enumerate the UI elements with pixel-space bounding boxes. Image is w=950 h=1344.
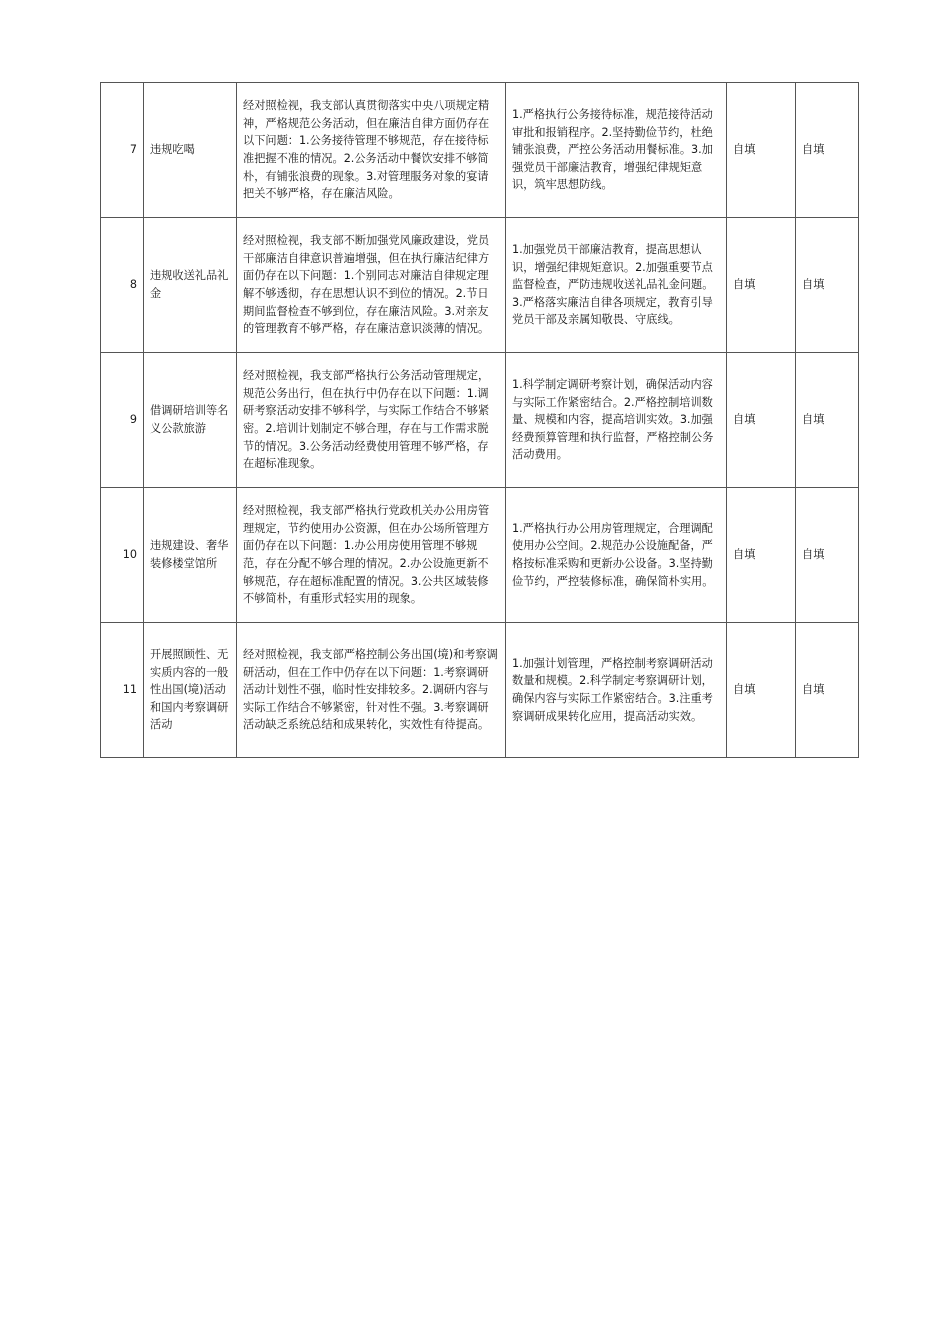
row-number: 9 xyxy=(101,353,144,488)
table-row xyxy=(101,623,859,758)
deadline: 自填 xyxy=(796,353,859,488)
responsible-person: 自填 xyxy=(727,488,796,623)
issue-item: 借调研培训等名义公款旅游 xyxy=(144,353,237,488)
table-row xyxy=(101,218,859,353)
row-number: 10 xyxy=(101,488,144,623)
deadline: 自填 xyxy=(796,83,859,218)
rectification-measures: 1.科学制定调研考察计划，确保活动内容与实际工作紧密结合。2.严格控制培训数量、规模和内容，提高培训实效。3.加强经费预算管理和执行监督，严格控制公务活动费用。 xyxy=(506,353,727,488)
problem-description: 经对照检视，我支部严格执行公务活动管理规定，规范公务出行，但在执行中仍存在以下问题：1.调研考察活动安排不够科学，与实际工作结合不够紧密。2.培训计划制定不够合理，存在与工作需求脱节的情况。3.公务活动经费使用管理不够严格，存在超标准现象。 xyxy=(237,353,506,488)
table-row xyxy=(101,83,859,218)
deadline: 自填 xyxy=(796,488,859,623)
responsible-person: 自填 xyxy=(727,218,796,353)
issue-item: 违规吃喝 xyxy=(144,83,237,218)
row-number: 11 xyxy=(101,623,144,758)
responsible-person: 自填 xyxy=(727,623,796,758)
deadline: 自填 xyxy=(796,218,859,353)
responsible-person: 自填 xyxy=(727,353,796,488)
rectification-table xyxy=(100,82,859,758)
problem-description: 经对照检视，我支部严格执行党政机关办公用房管理规定，节约使用办公资源，但在办公场所管理方面仍存在以下问题：1.办公用房使用管理不够规范，存在分配不够合理的情况。2.办公设施更新不够规范，存在超标准配置的情况。3.公共区域装修不够简朴，有重形式轻实用的现象。 xyxy=(237,488,506,623)
problem-description: 经对照检视，我支部严格控制公务出国(境)和考察调研活动，但在工作中仍存在以下问题：1.考察调研活动计划性不强，临时性安排较多。2.调研内容与实际工作结合不够紧密，针对性不强。3.考察调研活动缺乏系统总结和成果转化，实效性有待提高。 xyxy=(237,623,506,758)
problem-description: 经对照检视，我支部不断加强党风廉政建设，党员干部廉洁自律意识普遍增强，但在执行廉洁纪律方面仍存在以下问题：1.个别同志对廉洁自律规定理解不够透彻，存在思想认识不到位的情况。2.节日期间监督检查不够到位，存在廉洁风险。3.对亲友的管理教育不够严格，存在廉洁意识淡薄的情况。 xyxy=(237,218,506,353)
rectification-measures: 1.加强计划管理，严格控制考察调研活动数量和规模。2.科学制定考察调研计划，确保内容与实际工作紧密结合。3.注重考察调研成果转化应用，提高活动实效。 xyxy=(506,623,727,758)
row-number: 8 xyxy=(101,218,144,353)
rectification-measures: 1.严格执行办公用房管理规定，合理调配使用办公空间。2.规范办公设施配备，严格按标准采购和更新办公设备。3.坚持勤俭节约，严控装修标准，确保简朴实用。 xyxy=(506,488,727,623)
issue-item: 违规建设、奢华装修楼堂馆所 xyxy=(144,488,237,623)
row-number: 7 xyxy=(101,83,144,218)
table-row xyxy=(101,353,859,488)
deadline: 自填 xyxy=(796,623,859,758)
issue-item: 开展照顾性、无实质内容的一般性出国(境)活动和国内考察调研活动 xyxy=(144,623,237,758)
responsible-person: 自填 xyxy=(727,83,796,218)
table-row xyxy=(101,488,859,623)
issue-item: 违规收送礼品礼金 xyxy=(144,218,237,353)
rectification-measures: 1.加强党员干部廉洁教育，提高思想认识，增强纪律规矩意识。2.加强重要节点监督检查，严防违规收送礼品礼金问题。3.严格落实廉洁自律各项规定，教育引导党员干部及亲属知敬畏、守底线。 xyxy=(506,218,727,353)
problem-description: 经对照检视，我支部认真贯彻落实中央八项规定精神，严格规范公务活动，但在廉洁自律方面仍存在以下问题：1.公务接待管理不够规范，存在接待标准把握不准的情况。2.公务活动中餐饮安排不够简朴，有铺张浪费的现象。3.对管理服务对象的宴请把关不够严格，存在廉洁风险。 xyxy=(237,83,506,218)
rectification-measures: 1.严格执行公务接待标准，规范接待活动审批和报销程序。2.坚持勤俭节约，杜绝铺张浪费，严控公务活动用餐标准。3.加强党员干部廉洁教育，增强纪律规矩意识，筑牢思想防线。 xyxy=(506,83,727,218)
